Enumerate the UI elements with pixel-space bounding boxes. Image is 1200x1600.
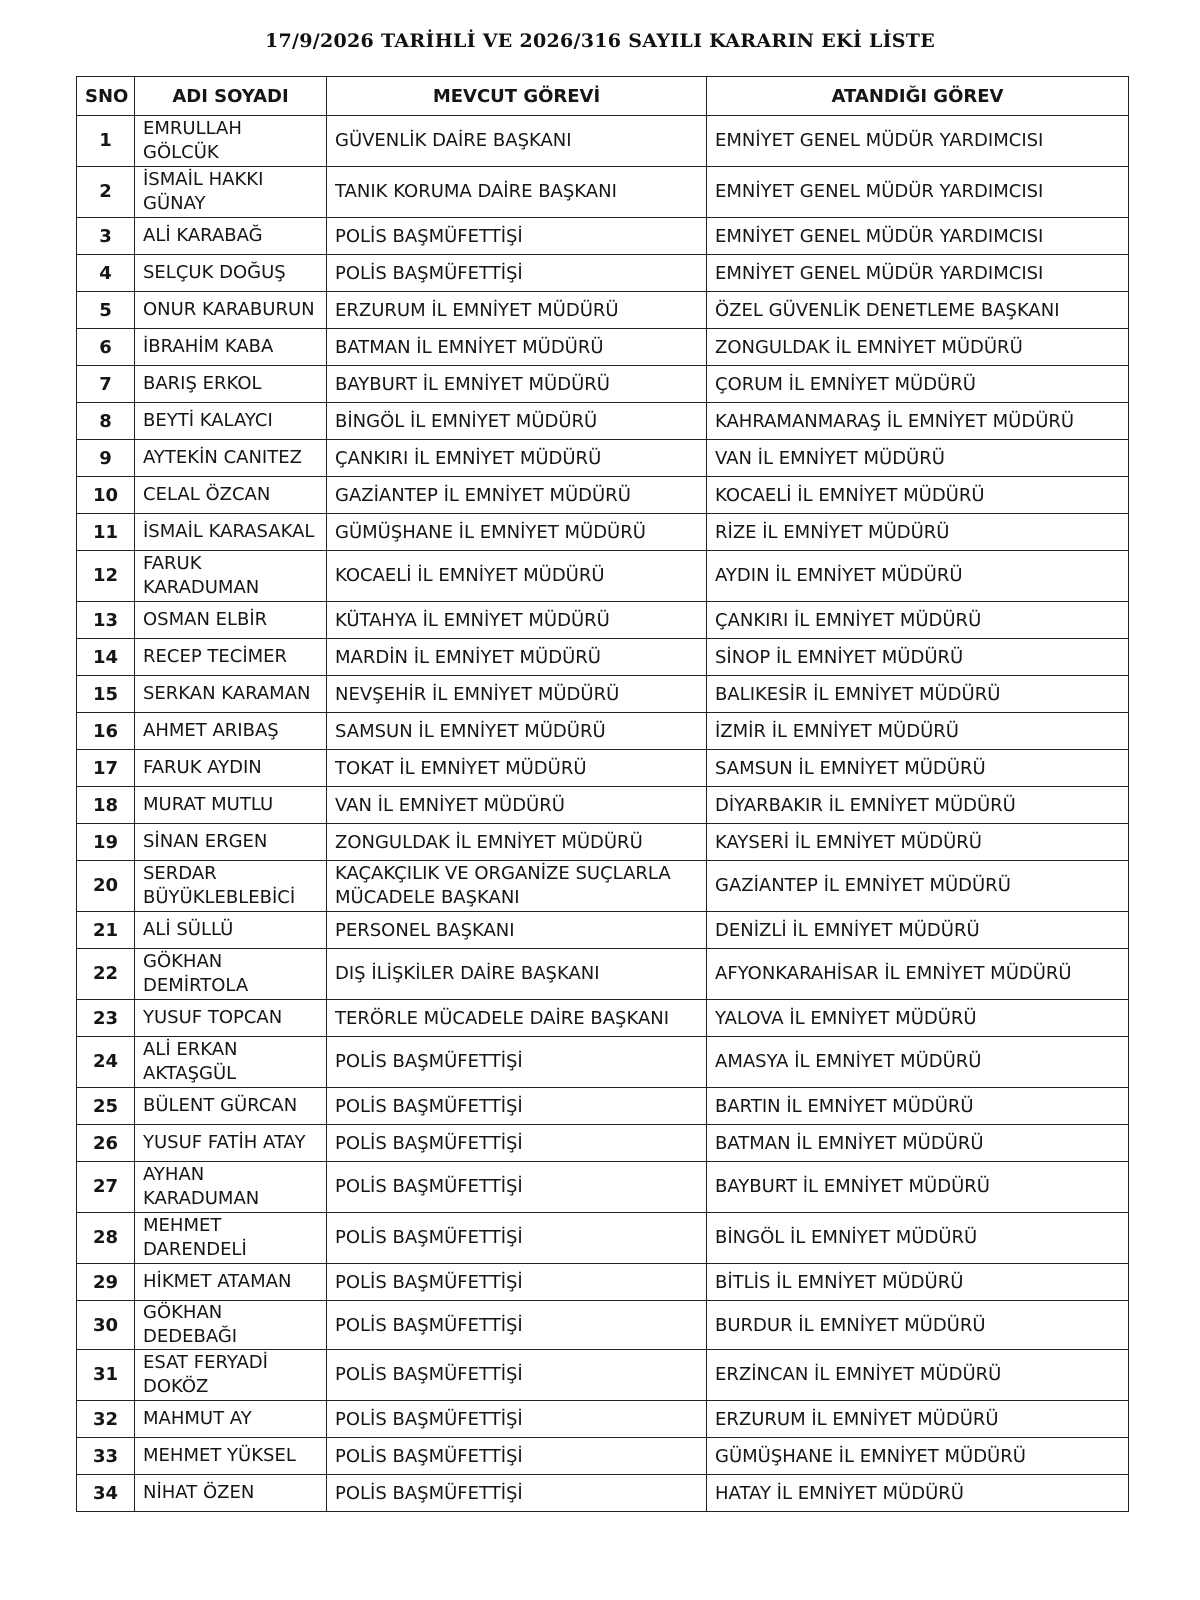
row-number: 20 <box>77 861 135 912</box>
assigned-role: VAN İL EMNİYET MÜDÜRÜ <box>707 440 1129 477</box>
assigned-role: SAMSUN İL EMNİYET MÜDÜRÜ <box>707 750 1129 787</box>
person-name: AYTEKİN CANITEZ <box>135 440 327 477</box>
current-role: POLİS BAŞMÜFETTİŞİ <box>327 1401 707 1438</box>
current-role: BİNGÖL İL EMNİYET MÜDÜRÜ <box>327 403 707 440</box>
person-name: İBRAHİM KABA <box>135 329 327 366</box>
row-number: 23 <box>77 1000 135 1037</box>
table-row <box>77 1037 1129 1088</box>
row-number: 13 <box>77 602 135 639</box>
table-row <box>77 514 1129 551</box>
row-number: 3 <box>77 218 135 255</box>
current-role: VAN İL EMNİYET MÜDÜRÜ <box>327 787 707 824</box>
assigned-role: ÇANKIRI İL EMNİYET MÜDÜRÜ <box>707 602 1129 639</box>
table-row <box>77 1000 1129 1037</box>
table-row <box>77 292 1129 329</box>
assigned-role: KOCAELİ İL EMNİYET MÜDÜRÜ <box>707 477 1129 514</box>
current-role: BATMAN İL EMNİYET MÜDÜRÜ <box>327 329 707 366</box>
table-row <box>77 329 1129 366</box>
person-name: MEHMET YÜKSEL <box>135 1438 327 1475</box>
table-row <box>77 1438 1129 1475</box>
table-row <box>77 1401 1129 1438</box>
assigned-role: ERZİNCAN İL EMNİYET MÜDÜRÜ <box>707 1350 1129 1401</box>
assigned-role: EMNİYET GENEL MÜDÜR YARDIMCISI <box>707 218 1129 255</box>
current-role: KOCAELİ İL EMNİYET MÜDÜRÜ <box>327 551 707 602</box>
row-number: 31 <box>77 1350 135 1401</box>
row-number: 28 <box>77 1213 135 1264</box>
table-row <box>77 750 1129 787</box>
person-name: GÖKHAN DEMİRTOLA <box>135 949 327 1000</box>
current-role: SAMSUN İL EMNİYET MÜDÜRÜ <box>327 713 707 750</box>
assigned-role: ÖZEL GÜVENLİK DENETLEME BAŞKANI <box>707 292 1129 329</box>
current-role: ERZURUM İL EMNİYET MÜDÜRÜ <box>327 292 707 329</box>
row-number: 14 <box>77 639 135 676</box>
assigned-role: GÜMÜŞHANE İL EMNİYET MÜDÜRÜ <box>707 1438 1129 1475</box>
current-role: POLİS BAŞMÜFETTİŞİ <box>327 1125 707 1162</box>
row-number: 19 <box>77 824 135 861</box>
current-role: GÜVENLİK DAİRE BAŞKANI <box>327 116 707 167</box>
table-row <box>77 676 1129 713</box>
person-name: BEYTİ KALAYCI <box>135 403 327 440</box>
person-name: AYHAN KARADUMAN <box>135 1162 327 1213</box>
row-number: 21 <box>77 912 135 949</box>
assigned-role: HATAY İL EMNİYET MÜDÜRÜ <box>707 1475 1129 1512</box>
person-name: İSMAİL KARASAKAL <box>135 514 327 551</box>
person-name: OSMAN ELBİR <box>135 602 327 639</box>
assigned-role: EMNİYET GENEL MÜDÜR YARDIMCISI <box>707 255 1129 292</box>
person-name: GÖKHAN DEDEBAĞI <box>135 1301 327 1350</box>
current-role: POLİS BAŞMÜFETTİŞİ <box>327 1438 707 1475</box>
row-number: 12 <box>77 551 135 602</box>
assigned-role: SİNOP İL EMNİYET MÜDÜRÜ <box>707 639 1129 676</box>
table-header-row <box>77 77 1129 116</box>
assigned-role: BURDUR İL EMNİYET MÜDÜRÜ <box>707 1301 1129 1350</box>
assigned-role: BİTLİS İL EMNİYET MÜDÜRÜ <box>707 1264 1129 1301</box>
table-row <box>77 824 1129 861</box>
current-role: GÜMÜŞHANE İL EMNİYET MÜDÜRÜ <box>327 514 707 551</box>
table-row <box>77 218 1129 255</box>
person-name: BÜLENT GÜRCAN <box>135 1088 327 1125</box>
row-number: 32 <box>77 1401 135 1438</box>
table-row <box>77 602 1129 639</box>
current-role: GAZİANTEP İL EMNİYET MÜDÜRÜ <box>327 477 707 514</box>
assigned-role: BARTIN İL EMNİYET MÜDÜRÜ <box>707 1088 1129 1125</box>
row-number: 34 <box>77 1475 135 1512</box>
table-row <box>77 551 1129 602</box>
table-row <box>77 1264 1129 1301</box>
row-number: 7 <box>77 366 135 403</box>
table-row <box>77 116 1129 167</box>
assigned-role: AFYONKARAHİSAR İL EMNİYET MÜDÜRÜ <box>707 949 1129 1000</box>
table-row <box>77 1162 1129 1213</box>
row-number: 17 <box>77 750 135 787</box>
current-role: KÜTAHYA İL EMNİYET MÜDÜRÜ <box>327 602 707 639</box>
person-name: ONUR KARABURUN <box>135 292 327 329</box>
row-number: 33 <box>77 1438 135 1475</box>
person-name: ALİ ERKAN AKTAŞGÜL <box>135 1037 327 1088</box>
row-number: 10 <box>77 477 135 514</box>
current-role: ÇANKIRI İL EMNİYET MÜDÜRÜ <box>327 440 707 477</box>
assigned-role: İZMİR İL EMNİYET MÜDÜRÜ <box>707 713 1129 750</box>
table-row <box>77 1213 1129 1264</box>
row-number: 8 <box>77 403 135 440</box>
row-number: 22 <box>77 949 135 1000</box>
assigned-role: KAHRAMANMARAŞ İL EMNİYET MÜDÜRÜ <box>707 403 1129 440</box>
current-role: NEVŞEHİR İL EMNİYET MÜDÜRÜ <box>327 676 707 713</box>
person-name: MAHMUT AY <box>135 1401 327 1438</box>
person-name: RECEP TECİMER <box>135 639 327 676</box>
current-role: TERÖRLE MÜCADELE DAİRE BAŞKANI <box>327 1000 707 1037</box>
current-role: POLİS BAŞMÜFETTİŞİ <box>327 1264 707 1301</box>
person-name: ALİ KARABAĞ <box>135 218 327 255</box>
assigned-role: ÇORUM İL EMNİYET MÜDÜRÜ <box>707 366 1129 403</box>
row-number: 15 <box>77 676 135 713</box>
assigned-role: DİYARBAKIR İL EMNİYET MÜDÜRÜ <box>707 787 1129 824</box>
current-role: POLİS BAŞMÜFETTİŞİ <box>327 1350 707 1401</box>
current-role: POLİS BAŞMÜFETTİŞİ <box>327 255 707 292</box>
row-number: 4 <box>77 255 135 292</box>
table-row <box>77 639 1129 676</box>
person-name: MURAT MUTLU <box>135 787 327 824</box>
table-row <box>77 366 1129 403</box>
row-number: 25 <box>77 1088 135 1125</box>
table-row <box>77 787 1129 824</box>
assigned-role: ZONGULDAK İL EMNİYET MÜDÜRÜ <box>707 329 1129 366</box>
row-number: 11 <box>77 514 135 551</box>
person-name: HİKMET ATAMAN <box>135 1264 327 1301</box>
row-number: 18 <box>77 787 135 824</box>
column-header-current-role: MEVCUT GÖREVİ <box>327 77 707 116</box>
appointment-table <box>76 76 1129 1512</box>
person-name: ESAT FERYADİ DOKÖZ <box>135 1350 327 1401</box>
current-role: POLİS BAŞMÜFETTİŞİ <box>327 1301 707 1350</box>
current-role: MARDİN İL EMNİYET MÜDÜRÜ <box>327 639 707 676</box>
current-role: POLİS BAŞMÜFETTİŞİ <box>327 1162 707 1213</box>
table-row <box>77 1088 1129 1125</box>
table-row <box>77 912 1129 949</box>
document-title: 17/9/2026 TARİHLİ VE 2026/316 SAYILI KARARIN EKİ LİSTE <box>264 30 936 52</box>
person-name: SELÇUK DOĞUŞ <box>135 255 327 292</box>
table-row <box>77 1125 1129 1162</box>
assigned-role: RİZE İL EMNİYET MÜDÜRÜ <box>707 514 1129 551</box>
current-role: KAÇAKÇILIK VE ORGANİZE SUÇLARLA MÜCADELE BAŞKANI <box>327 861 707 912</box>
person-name: FARUK AYDIN <box>135 750 327 787</box>
current-role: POLİS BAŞMÜFETTİŞİ <box>327 1088 707 1125</box>
current-role: TOKAT İL EMNİYET MÜDÜRÜ <box>327 750 707 787</box>
person-name: YUSUF FATİH ATAY <box>135 1125 327 1162</box>
current-role: TANIK KORUMA DAİRE BAŞKANI <box>327 167 707 218</box>
assigned-role: YALOVA İL EMNİYET MÜDÜRÜ <box>707 1000 1129 1037</box>
table-row <box>77 1350 1129 1401</box>
person-name: SİNAN ERGEN <box>135 824 327 861</box>
current-role: POLİS BAŞMÜFETTİŞİ <box>327 1213 707 1264</box>
person-name: ALİ SÜLLÜ <box>135 912 327 949</box>
assigned-role: EMNİYET GENEL MÜDÜR YARDIMCISI <box>707 116 1129 167</box>
table-row <box>77 403 1129 440</box>
table-row <box>77 713 1129 750</box>
row-number: 9 <box>77 440 135 477</box>
table-row <box>77 861 1129 912</box>
table-row <box>77 167 1129 218</box>
person-name: YUSUF TOPCAN <box>135 1000 327 1037</box>
row-number: 26 <box>77 1125 135 1162</box>
table-row <box>77 1475 1129 1512</box>
row-number: 30 <box>77 1301 135 1350</box>
assigned-role: AMASYA İL EMNİYET MÜDÜRÜ <box>707 1037 1129 1088</box>
row-number: 29 <box>77 1264 135 1301</box>
row-number: 24 <box>77 1037 135 1088</box>
table-row <box>77 255 1129 292</box>
person-name: AHMET ARIBAŞ <box>135 713 327 750</box>
assigned-role: BALIKESİR İL EMNİYET MÜDÜRÜ <box>707 676 1129 713</box>
row-number: 27 <box>77 1162 135 1213</box>
person-name: MEHMET DARENDELİ <box>135 1213 327 1264</box>
table-body <box>77 116 1129 1512</box>
table-row <box>77 477 1129 514</box>
assigned-role: DENİZLİ İL EMNİYET MÜDÜRÜ <box>707 912 1129 949</box>
person-name: EMRULLAH GÖLCÜK <box>135 116 327 167</box>
row-number: 2 <box>77 167 135 218</box>
table-row <box>77 949 1129 1000</box>
current-role: POLİS BAŞMÜFETTİŞİ <box>327 1037 707 1088</box>
current-role: POLİS BAŞMÜFETTİŞİ <box>327 218 707 255</box>
current-role: POLİS BAŞMÜFETTİŞİ <box>327 1475 707 1512</box>
table-row <box>77 1301 1129 1350</box>
column-header-name: ADI SOYADI <box>135 77 327 116</box>
current-role: BAYBURT İL EMNİYET MÜDÜRÜ <box>327 366 707 403</box>
assigned-role: BAYBURT İL EMNİYET MÜDÜRÜ <box>707 1162 1129 1213</box>
current-role: PERSONEL BAŞKANI <box>327 912 707 949</box>
column-header-sno: SNO <box>77 77 135 116</box>
person-name: İSMAİL HAKKI GÜNAY <box>135 167 327 218</box>
person-name: BARIŞ ERKOL <box>135 366 327 403</box>
assigned-role: BATMAN İL EMNİYET MÜDÜRÜ <box>707 1125 1129 1162</box>
current-role: DIŞ İLİŞKİLER DAİRE BAŞKANI <box>327 949 707 1000</box>
row-number: 6 <box>77 329 135 366</box>
row-number: 16 <box>77 713 135 750</box>
assigned-role: ERZURUM İL EMNİYET MÜDÜRÜ <box>707 1401 1129 1438</box>
person-name: CELAL ÖZCAN <box>135 477 327 514</box>
assigned-role: BİNGÖL İL EMNİYET MÜDÜRÜ <box>707 1213 1129 1264</box>
assigned-role: KAYSERİ İL EMNİYET MÜDÜRÜ <box>707 824 1129 861</box>
column-header-assigned-role: ATANDIĞI GÖREV <box>707 77 1129 116</box>
assigned-role: AYDIN İL EMNİYET MÜDÜRÜ <box>707 551 1129 602</box>
person-name: SERKAN KARAMAN <box>135 676 327 713</box>
table-row <box>77 440 1129 477</box>
person-name: NİHAT ÖZEN <box>135 1475 327 1512</box>
row-number: 5 <box>77 292 135 329</box>
row-number: 1 <box>77 116 135 167</box>
assigned-role: GAZİANTEP İL EMNİYET MÜDÜRÜ <box>707 861 1129 912</box>
person-name: SERDAR BÜYÜKLEBLEBİCİ <box>135 861 327 912</box>
current-role: ZONGULDAK İL EMNİYET MÜDÜRÜ <box>327 824 707 861</box>
assigned-role: EMNİYET GENEL MÜDÜR YARDIMCISI <box>707 167 1129 218</box>
person-name: FARUK KARADUMAN <box>135 551 327 602</box>
